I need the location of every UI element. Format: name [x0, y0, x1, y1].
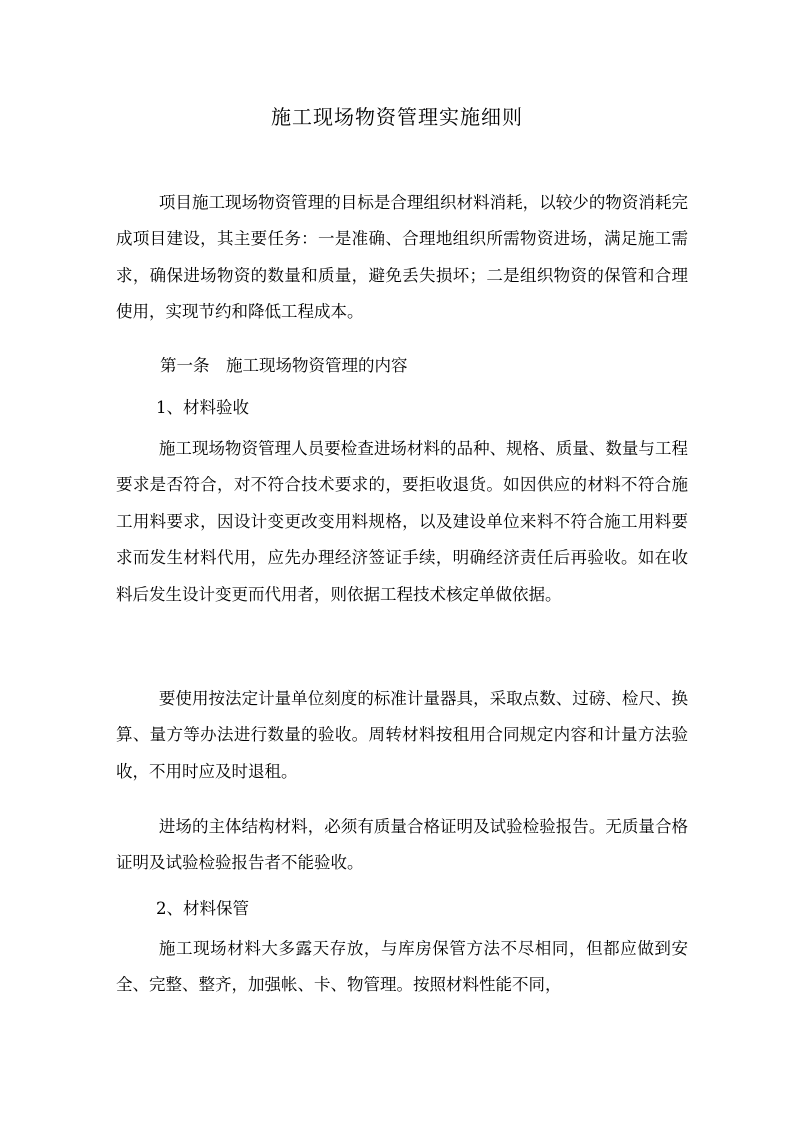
article-heading: 第一条 施工现场物资管理的内容 [160, 356, 408, 375]
section-heading-material-storage: 2、材料保管 [156, 899, 249, 918]
section-heading-material-acceptance: 1、材料验收 [156, 398, 249, 417]
acceptance-paragraph-1: 施工现场物资管理人员要检查进场材料的品种、规格、质量、数量与工程要求是否符合，对不符合技术要求的，要拒收退货。如因供应的材料不符合施工用料要求，因设计变更改变用料规格，以及建设单位来料不符合施工用料要求而发生材料代用，应先办理经济签证手续，明确经济责任后再验收。如在收料后发生设计变更而代用者，则依据工程技术核定单做依据。 [116, 439, 688, 604]
intro-paragraph: 项目施工现场物资管理的目标是合理组织材料消耗，以较少的物资消耗完成项目建设，其主要任务：一是准确、合理地组织所需物资进场，满足施工需求，确保进场物资的数量和质量，避免丢失损坏；二是组织物资的保管和合理使用，实现节约和降低工程成本。 [116, 193, 688, 322]
document-title: 施工现场物资管理实施细则 [271, 105, 523, 129]
storage-paragraph-1: 施工现场材料大多露天存放，与库房保管方法不尽相同，但都应做到安全、完整、整齐，加强帐、卡、物管理。按照材料性能不同， [116, 939, 688, 995]
acceptance-paragraph-3: 进场的主体结构材料，必须有质量合格证明及试验检验报告。无质量合格证明及试验检验报告者不能验收。 [116, 817, 688, 873]
acceptance-paragraph-2: 要使用按法定计量单位刻度的标准计量器具，采取点数、过磅、检尺、换算、量方等办法进行数量的验收。周转材料按租用合同规定内容和计量方法验收，不用时应及时退租。 [116, 689, 688, 781]
